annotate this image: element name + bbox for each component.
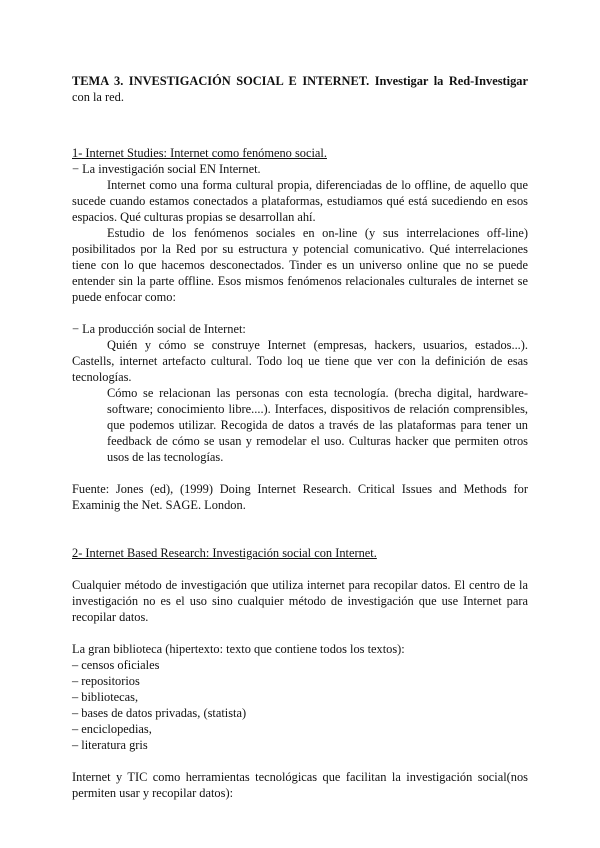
library-list [72, 657, 528, 753]
list-item: – censos oficiales [72, 658, 160, 672]
title-rest: con la red. [72, 90, 124, 104]
section-1-para-2: Estudio de los fenómenos sociales en on-line (y sus interrelaciones off-line) posibilitados por la Red por su estructura y potencial comunicativo. Qué interrelaciones tiene con lo que hacemos desconectados. Tinder es un universo online que no se puede entender sin la parte offline. Esos mismos fenómenos relacionales culturales de internet se puede enfocar como: [72, 226, 528, 304]
list-item: – literatura gris [72, 738, 148, 752]
list-item: – bibliotecas, [72, 690, 139, 704]
section-2-para-1: Cualquier método de investigación que utiliza internet para recopilar datos. El centro de la investigación no es el uso sino cualquier método de investigación que use Internet para recopilar datos. [72, 578, 528, 624]
section-2-para-2: Internet y TIC como herramientas tecnológicas que facilitan la investigación social(nos permiten usar y recopilar datos): [72, 770, 528, 800]
source-citation: Fuente: Jones (ed), (1999) Doing Internet Research. Critical Issues and Methods for Examinig the Net. SAGE. London. [72, 482, 528, 512]
list-item: – enciclopedias, [72, 722, 152, 736]
section-1-heading: 1- Internet Studies: Internet como fenómeno social. [72, 146, 327, 160]
list-intro: La gran biblioteca (hipertexto: texto que contiene todos los textos): [72, 642, 405, 656]
section-1-para-3: Quién y cómo se construye Internet (empresas, hackers, usuarios, estados...). Castells, internet artefacto cultural. Todo loq ue tiene que ver con la definición de esas tecnologías. [72, 338, 528, 384]
title-bold: TEMA 3. INVESTIGACIÓN SOCIAL E INTERNET. Investigar la Red-Investigar [72, 74, 528, 88]
list-item: – repositorios [72, 674, 140, 688]
document-title [72, 73, 528, 105]
list-item: – bases de datos privadas, (statista) [72, 706, 247, 720]
section-1-para-1: Internet como una forma cultural propia, diferenciadas de lo offline, de aquello que sucede cuando estamos conectados a plataformas, estudiamos qué está sucediendo en esos espacios. Qué culturas propias se desarrollan ahí. [72, 178, 528, 224]
section-1-para-4: Cómo se relacionan las personas con esta tecnología. (brecha digital, hardware-software; conocimiento libre....). Interfaces, dispositivos de relación comprensibles, que podemos utilizar. Recogida de datos a través de las plataformas para tener un feedback de cómo se usan y remodelar el uso. Culturas hacker que permiten otros usos de las tecnologías. [107, 386, 528, 464]
section-1-sub-1: − La investigación social EN Internet. [72, 162, 261, 176]
document-page [72, 73, 528, 801]
section-2-heading: 2- Internet Based Research: Investigación social con Internet. [72, 546, 377, 560]
section-1-sub-2: − La producción social de Internet: [72, 322, 246, 336]
